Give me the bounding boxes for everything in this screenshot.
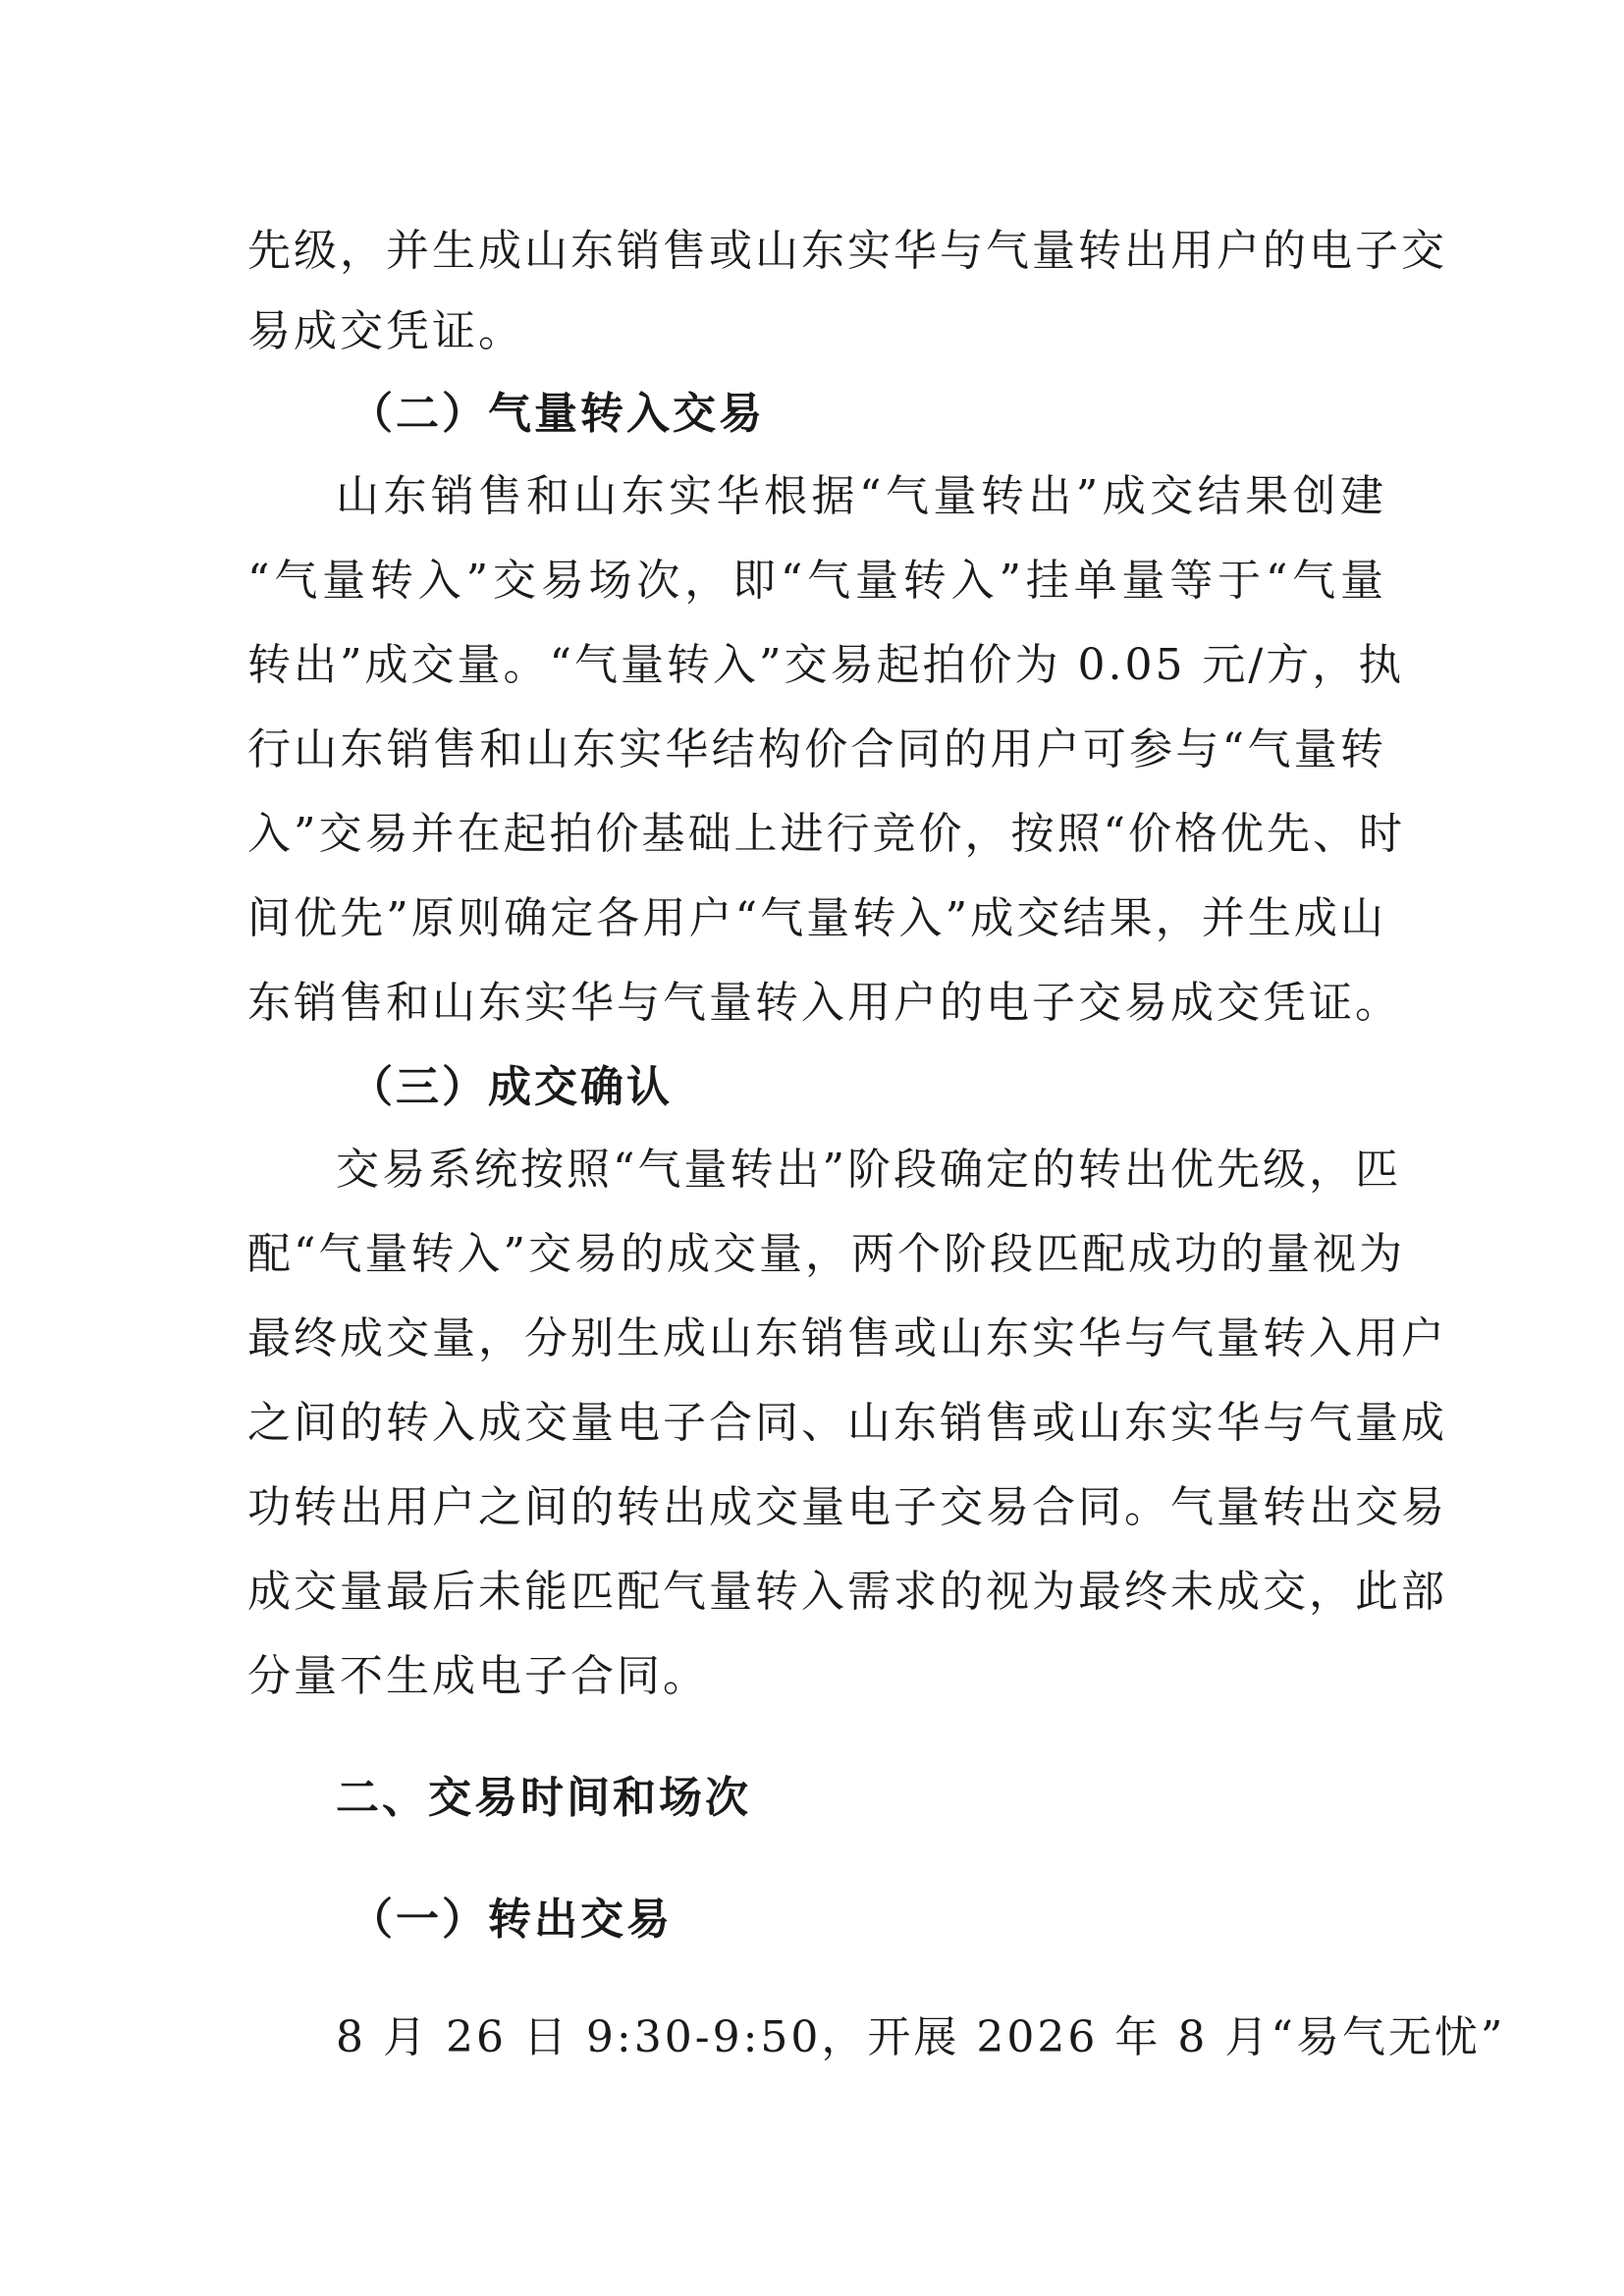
paragraph-line: 之间的转入成交量电子合同、山东销售或山东实华与气量成 <box>247 1398 1447 1448</box>
paragraph-line: 配“气量转入”交易的成交量，两个阶段匹配成功的量视为 <box>247 1229 1405 1279</box>
paragraph-line: 东销售和山东实华与气量转入用户的电子交易成交凭证。 <box>247 978 1401 1028</box>
paragraph-line: 间优先”原则确定各用户“气量转入”成交结果，并生成山 <box>247 893 1386 943</box>
paragraph-line: 最终成交量，分别生成山东销售或山东实华与气量转入用户 <box>247 1313 1447 1363</box>
paragraph-line: 8 月 26 日 9:30-9:50，开展 2026 年 8 月“易气无忧” <box>336 2012 1506 2062</box>
paragraph-line: 入”交易并在起拍价基础上进行竞价，按照“价格优先、时 <box>247 809 1405 859</box>
paragraph-line: 交易系统按照“气量转出”阶段确定的转出优先级，匹 <box>336 1145 1401 1195</box>
paragraph-line: 易成交凭证。 <box>247 306 524 356</box>
paragraph-line: 功转出用户之间的转出成交量电子交易合同。气量转出交易 <box>247 1482 1447 1532</box>
paragraph-line: 先级，并生成山东销售或山东实华与气量转出用户的电子交 <box>247 226 1447 276</box>
paragraph-line: “气量转入”交易场次，即“气量转入”挂单量等于“气量 <box>247 556 1386 606</box>
paragraph-line: 行山东销售和山东实华结构价合同的用户可参与“气量转 <box>247 724 1386 774</box>
paragraph-line: 转出”成交量。“气量转入”交易起拍价为 0.05 元/方，执 <box>247 640 1405 690</box>
section-heading-2: （二）气量转入交易 <box>350 389 765 439</box>
paragraph-line: 分量不生成电子合同。 <box>247 1651 709 1701</box>
paragraph-line: 山东销售和山东实华根据“气量转出”成交结果创建 <box>336 471 1386 521</box>
section-heading-1: （一）转出交易 <box>350 1895 673 1945</box>
section-heading-3: （三）成交确认 <box>350 1062 673 1112</box>
chapter-heading: 二、交易时间和场次 <box>336 1773 751 1823</box>
paragraph-line: 成交量最后未能匹配气量转入需求的视为最终未成交，此部 <box>247 1567 1447 1617</box>
